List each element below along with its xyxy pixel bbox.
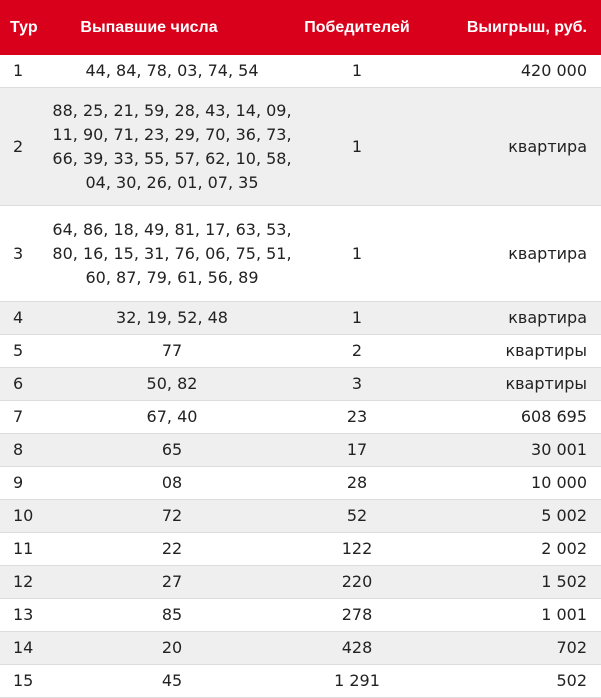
table-row [0, 206, 601, 302]
cell-winners: 23 [282, 401, 432, 434]
cell-numbers: 22 [52, 533, 282, 566]
cell-winners: 1 [282, 88, 432, 206]
cell-prize: 2 002 [432, 533, 601, 566]
cell-prize: квартира [432, 302, 601, 335]
cell-tour: 6 [0, 368, 52, 401]
cell-tour: 13 [0, 599, 52, 632]
cell-prize: 502 [432, 665, 601, 698]
cell-numbers: 67, 40 [52, 401, 282, 434]
table-row [0, 665, 601, 698]
cell-winners: 17 [282, 434, 432, 467]
cell-prize: 608 695 [432, 401, 601, 434]
cell-tour: 3 [0, 206, 52, 302]
cell-tour: 7 [0, 401, 52, 434]
table-row [0, 55, 601, 88]
table-row [0, 467, 601, 500]
cell-prize: 1 502 [432, 566, 601, 599]
table-row [0, 88, 601, 206]
cell-numbers: 64, 86, 18, 49, 81, 17, 63, 53, 80, 16, 15, 31, 76, 06, 75, 51, 60, 87, 79, 61, 56, 89 [52, 206, 282, 302]
cell-winners: 2 [282, 335, 432, 368]
table-row [0, 368, 601, 401]
cell-winners: 428 [282, 632, 432, 665]
header-row [0, 0, 601, 55]
cell-numbers: 08 [52, 467, 282, 500]
table-body [0, 55, 601, 698]
cell-tour: 8 [0, 434, 52, 467]
table-row [0, 533, 601, 566]
table-row [0, 632, 601, 665]
cell-prize: квартира [432, 206, 601, 302]
table-row [0, 401, 601, 434]
cell-numbers: 72 [52, 500, 282, 533]
table-row [0, 302, 601, 335]
cell-winners: 278 [282, 599, 432, 632]
cell-winners: 220 [282, 566, 432, 599]
cell-numbers: 85 [52, 599, 282, 632]
cell-numbers: 77 [52, 335, 282, 368]
header-prize: Выигрыш, руб. [466, 18, 587, 36]
cell-tour: 10 [0, 500, 52, 533]
cell-numbers: 44, 84, 78, 03, 74, 54 [52, 55, 282, 88]
cell-tour: 15 [0, 665, 52, 698]
cell-winners: 1 [282, 55, 432, 88]
cell-prize: квартира [432, 88, 601, 206]
header-numbers: Выпавшие числа [80, 18, 218, 36]
cell-numbers: 45 [52, 665, 282, 698]
table-row [0, 335, 601, 368]
cell-prize: 702 [432, 632, 601, 665]
cell-numbers: 50, 82 [52, 368, 282, 401]
cell-numbers: 32, 19, 52, 48 [52, 302, 282, 335]
table-row [0, 566, 601, 599]
cell-numbers: 88, 25, 21, 59, 28, 43, 14, 09, 11, 90, 71, 23, 29, 70, 36, 73, 66, 39, 33, 55, 57, 62, 10, 58, 04, 30, 26, 01, 07, 35 [52, 88, 282, 206]
cell-numbers: 27 [52, 566, 282, 599]
cell-tour: 2 [0, 88, 52, 206]
table-row [0, 500, 601, 533]
cell-winners: 1 [282, 302, 432, 335]
cell-tour: 14 [0, 632, 52, 665]
cell-prize: 1 001 [432, 599, 601, 632]
table-header [0, 0, 601, 55]
cell-winners: 122 [282, 533, 432, 566]
cell-winners: 28 [282, 467, 432, 500]
cell-tour: 9 [0, 467, 52, 500]
cell-tour: 11 [0, 533, 52, 566]
cell-tour: 1 [0, 55, 52, 88]
cell-prize: квартиры [432, 368, 601, 401]
header-tour: Тур [10, 18, 38, 36]
cell-numbers: 65 [52, 434, 282, 467]
cell-winners: 1 [282, 206, 432, 302]
table-row [0, 599, 601, 632]
header-winners: Победителей [304, 18, 410, 36]
cell-winners: 52 [282, 500, 432, 533]
cell-tour: 12 [0, 566, 52, 599]
cell-prize: квартиры [432, 335, 601, 368]
cell-numbers: 20 [52, 632, 282, 665]
cell-prize: 420 000 [432, 55, 601, 88]
cell-prize: 10 000 [432, 467, 601, 500]
table-row [0, 434, 601, 467]
cell-winners: 3 [282, 368, 432, 401]
cell-winners: 1 291 [282, 665, 432, 698]
cell-tour: 4 [0, 302, 52, 335]
cell-prize: 5 002 [432, 500, 601, 533]
cell-tour: 5 [0, 335, 52, 368]
cell-prize: 30 001 [432, 434, 601, 467]
